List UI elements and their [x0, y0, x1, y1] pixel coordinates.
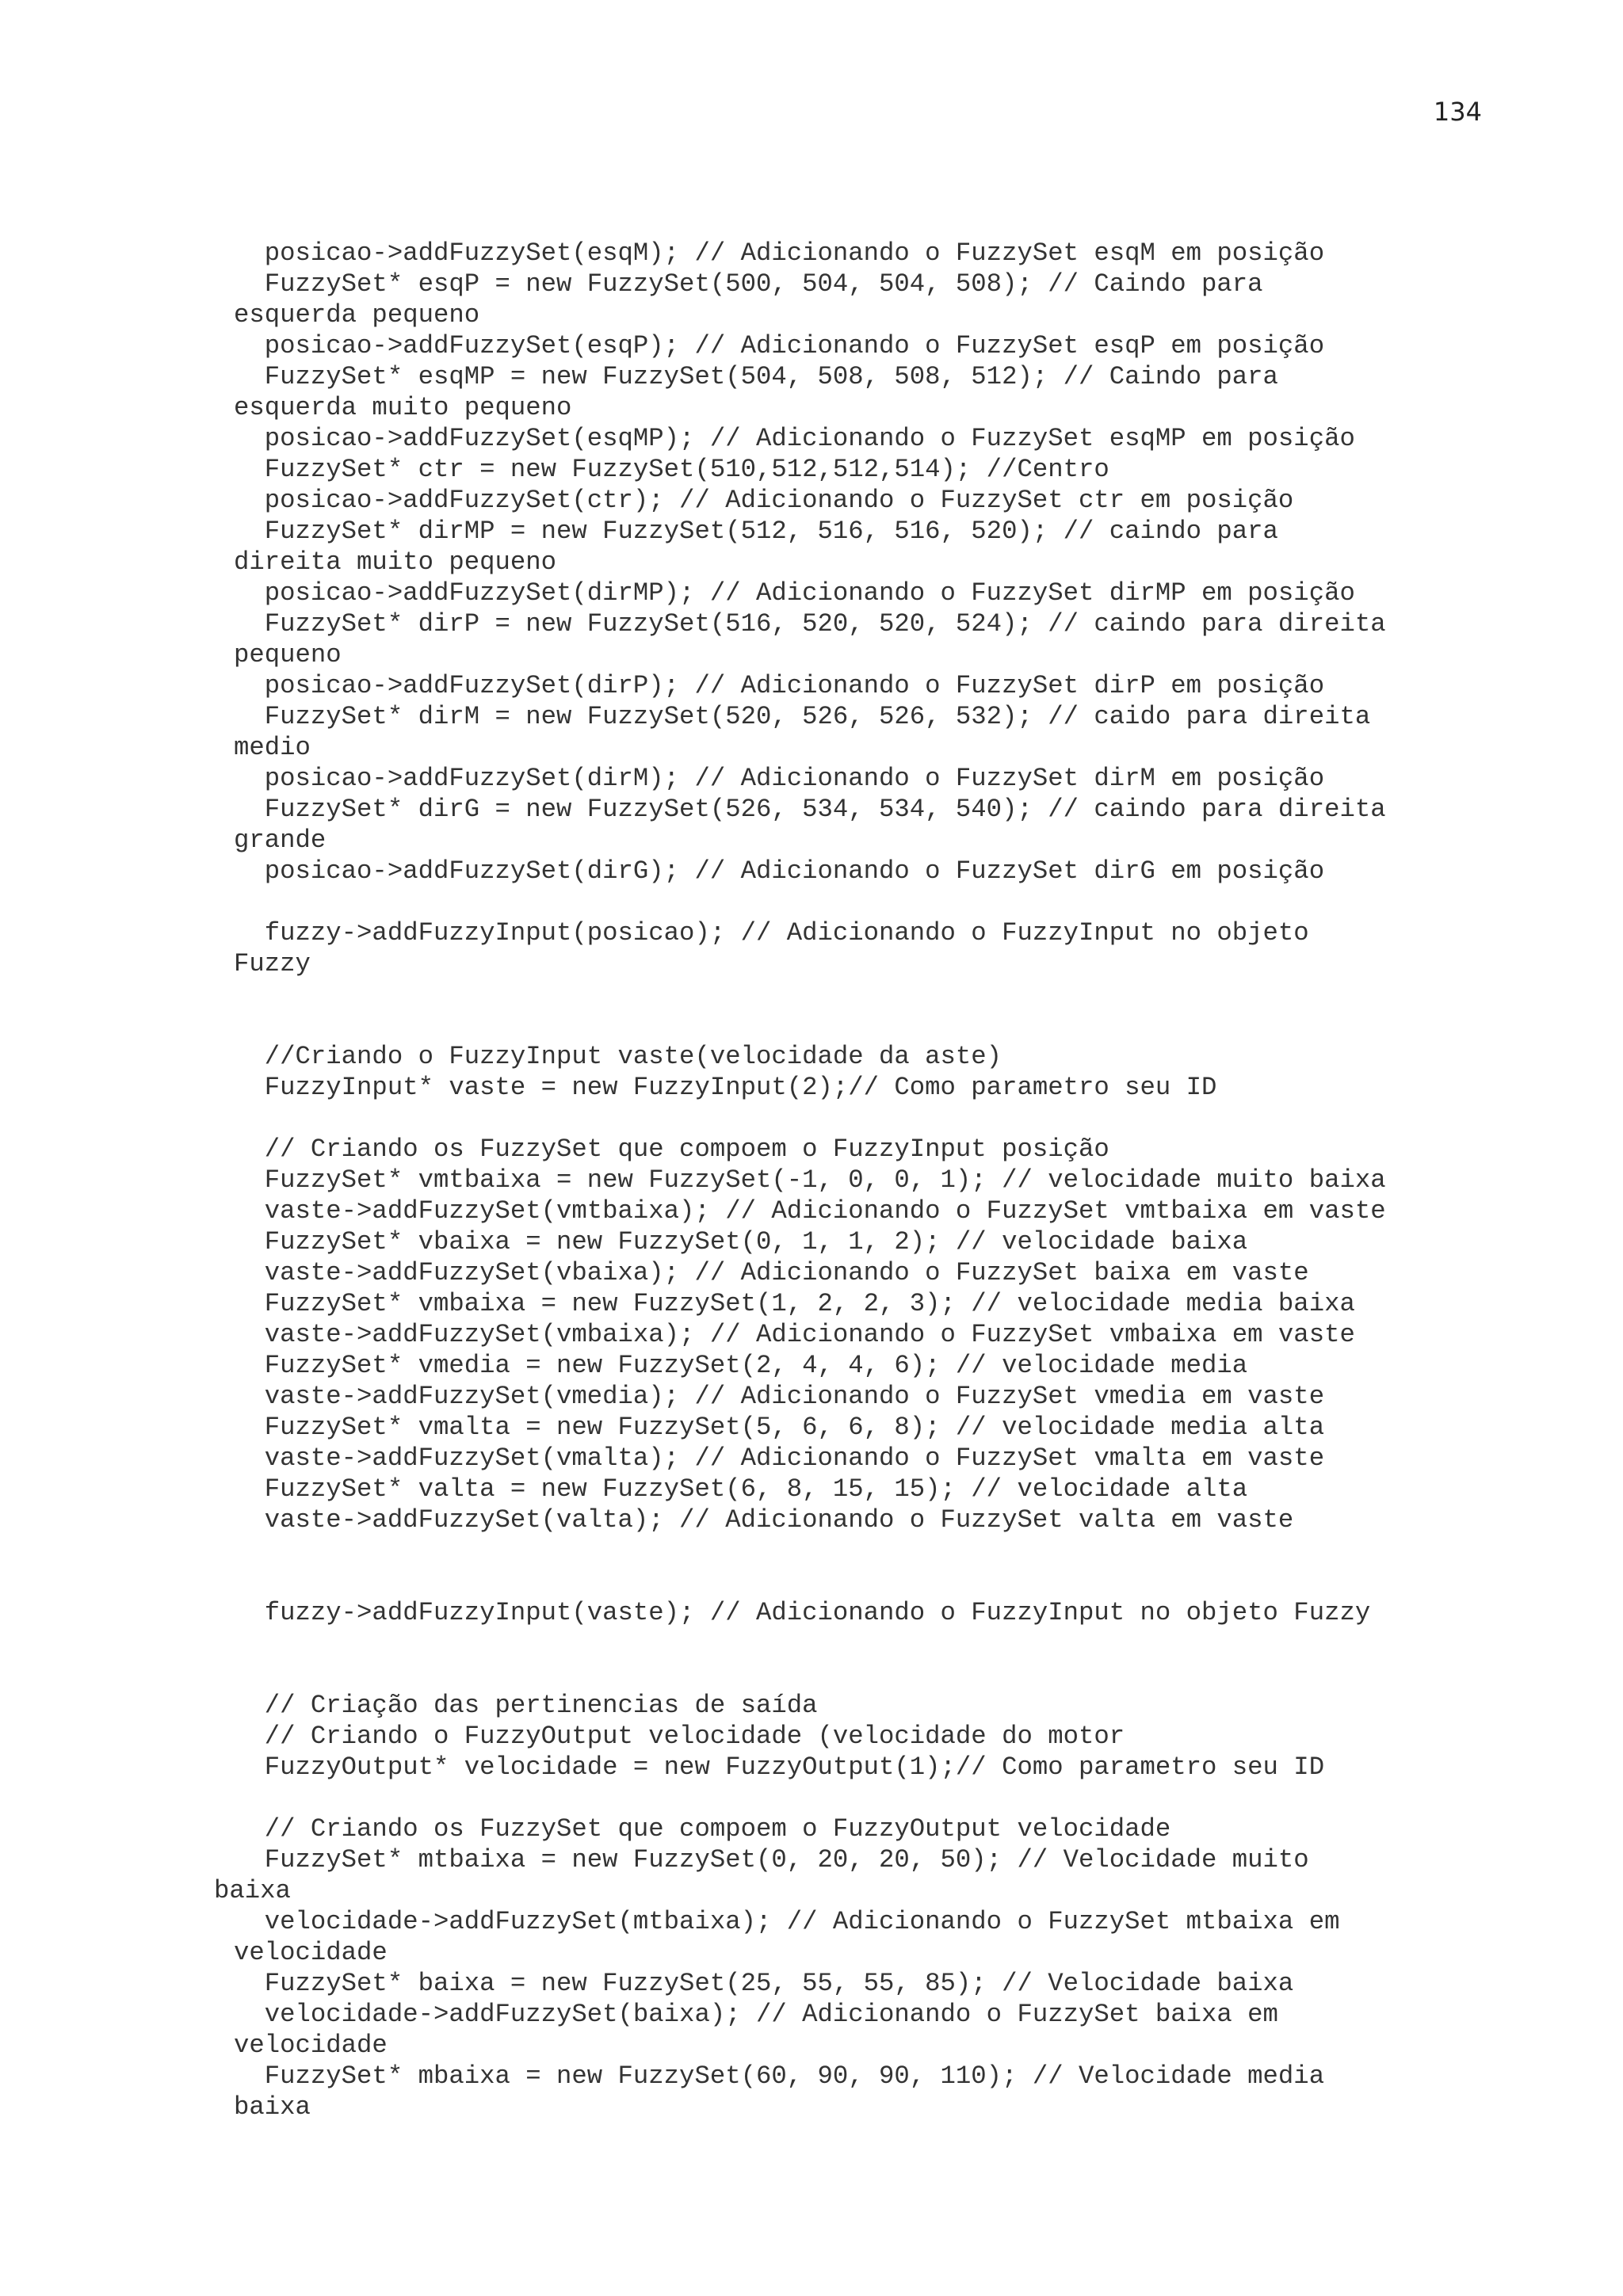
code-line: esquerda muito pequeno: [234, 393, 572, 422]
code-line: vaste->addFuzzySet(vbaixa); // Adicionando o FuzzySet baixa em vaste: [234, 1258, 1309, 1287]
code-line: posicao->addFuzzySet(dirG); // Adicionando o FuzzySet dirG em posição: [234, 856, 1325, 886]
code-line: [0, 1103, 1623, 1134]
code-line: posicao->addFuzzySet(ctr); // Adicionando o FuzzySet ctr em posição: [234, 486, 1294, 515]
code-line: posicao->addFuzzySet(esqMP); // Adicionando o FuzzySet esqMP em posição: [234, 424, 1355, 453]
code-line: vaste->addFuzzySet(vmalta); // Adicionando o FuzzySet vmalta em vaste: [234, 1444, 1325, 1473]
code-line: // Criação das pertinencias de saída: [234, 1691, 818, 1720]
code-line: posicao->addFuzzySet(esqM); // Adicionando o FuzzySet esqM em posição: [234, 238, 1325, 268]
code-line: FuzzySet* esqMP = new FuzzySet(504, 508, 508, 512); // Caindo para: [234, 362, 1278, 391]
code-line: FuzzySet* dirG = new FuzzySet(526, 534, 534, 540); // caindo para direita: [234, 795, 1386, 824]
code-line: [0, 1566, 1623, 1597]
code-line: // Criando os FuzzySet que compoem o FuzzyOutput velocidade: [234, 1814, 1171, 1844]
code-line: FuzzySet* esqP = new FuzzySet(500, 504, 504, 508); // Caindo para: [234, 269, 1263, 299]
code-line: FuzzySet* ctr = new FuzzySet(510,512,512,514); //Centro: [234, 455, 1109, 484]
code-line: FuzzySet* dirM = new FuzzySet(520, 526, 526, 532); // caido para direita: [234, 702, 1371, 731]
code-line: [0, 1783, 1623, 1814]
code-line: velocidade->addFuzzySet(mtbaixa); // Adicionando o FuzzySet mtbaixa em: [234, 1907, 1340, 1936]
code-line: FuzzySet* valta = new FuzzySet(6, 8, 15, 15); // velocidade alta: [234, 1474, 1248, 1504]
code-line: FuzzySet* mtbaixa = new FuzzySet(0, 20, 20, 50); // Velocidade muito: [234, 1845, 1309, 1875]
code-line: fuzzy->addFuzzyInput(posicao); // Adicionando o FuzzyInput no objeto: [234, 918, 1309, 948]
code-line: vaste->addFuzzySet(vmtbaixa); // Adicionando o FuzzySet vmtbaixa em vaste: [234, 1196, 1386, 1226]
code-line: FuzzyInput* vaste = new FuzzyInput(2);// Como parametro seu ID: [234, 1073, 1217, 1102]
code-line: FuzzySet* dirMP = new FuzzySet(512, 516, 516, 520); // caindo para: [234, 517, 1278, 546]
code-line: velocidade: [234, 1938, 388, 1967]
code-line: //Criando o FuzzyInput vaste(velocidade da aste): [234, 1042, 1002, 1071]
code-line: direita muito pequeno: [234, 547, 557, 577]
code-line: Fuzzy: [234, 949, 311, 978]
code-line: [0, 887, 1623, 917]
code-line: FuzzySet* baixa = new FuzzySet(25, 55, 55, 85); // Velocidade baixa: [234, 1969, 1294, 1998]
code-line: // Criando o FuzzyOutput velocidade (velocidade do motor: [234, 1722, 1125, 1751]
code-line: velocidade->addFuzzySet(baixa); // Adicionando o FuzzySet baixa em: [234, 2000, 1278, 2029]
code-line: FuzzyOutput* velocidade = new FuzzyOutput(1);// Como parametro seu ID: [234, 1753, 1325, 1782]
code-line: // Criando os FuzzySet que compoem o FuzzyInput posição: [234, 1135, 1109, 1164]
code-line: [0, 1628, 1623, 1659]
code-line: fuzzy->addFuzzyInput(vaste); // Adicionando o FuzzyInput no objeto Fuzzy: [234, 1598, 1371, 1627]
code-line: [0, 1659, 1623, 1690]
code-line: baixa: [214, 1876, 291, 1905]
code-line: posicao->addFuzzySet(esqP); // Adicionando o FuzzySet esqP em posição: [234, 331, 1325, 360]
code-listing: [0, 238, 1623, 2122]
code-line: FuzzySet* vmedia = new FuzzySet(2, 4, 4, 6); // velocidade media: [234, 1351, 1248, 1380]
code-line: grande: [234, 826, 327, 855]
code-line: posicao->addFuzzySet(dirMP); // Adicionando o FuzzySet dirMP em posição: [234, 578, 1355, 608]
code-line: velocidade: [234, 2031, 388, 2060]
code-line: vaste->addFuzzySet(vmedia); // Adicionando o FuzzySet vmedia em vaste: [234, 1382, 1325, 1411]
code-line: pequeno: [234, 640, 342, 669]
code-line: vaste->addFuzzySet(valta); // Adicionando o FuzzySet valta em vaste: [234, 1505, 1294, 1535]
code-line: [0, 1535, 1623, 1566]
code-line: posicao->addFuzzySet(dirP); // Adicionando o FuzzySet dirP em posição: [234, 671, 1325, 700]
code-line: [0, 979, 1623, 1010]
code-line: vaste->addFuzzySet(vmbaixa); // Adicionando o FuzzySet vmbaixa em vaste: [234, 1320, 1355, 1349]
code-line: posicao->addFuzzySet(dirM); // Adicionando o FuzzySet dirM em posição: [234, 764, 1325, 793]
code-line: baixa: [234, 2092, 311, 2122]
code-line: FuzzySet* dirP = new FuzzySet(516, 520, 520, 524); // caindo para direita: [234, 609, 1386, 639]
page-number: 134: [1433, 97, 1482, 127]
code-line: esquerda pequeno: [234, 300, 480, 330]
code-line: FuzzySet* vmtbaixa = new FuzzySet(-1, 0, 0, 1); // velocidade muito baixa: [234, 1165, 1386, 1195]
code-line: FuzzySet* vbaixa = new FuzzySet(0, 1, 1, 2); // velocidade baixa: [234, 1227, 1248, 1257]
code-line: FuzzySet* mbaixa = new FuzzySet(60, 90, 90, 110); // Velocidade media: [234, 2061, 1325, 2091]
code-line: [0, 1010, 1623, 1041]
code-line: FuzzySet* vmalta = new FuzzySet(5, 6, 6, 8); // velocidade media alta: [234, 1413, 1325, 1442]
code-line: FuzzySet* vmbaixa = new FuzzySet(1, 2, 2, 3); // velocidade media baixa: [234, 1289, 1355, 1318]
code-line: medio: [234, 733, 311, 762]
